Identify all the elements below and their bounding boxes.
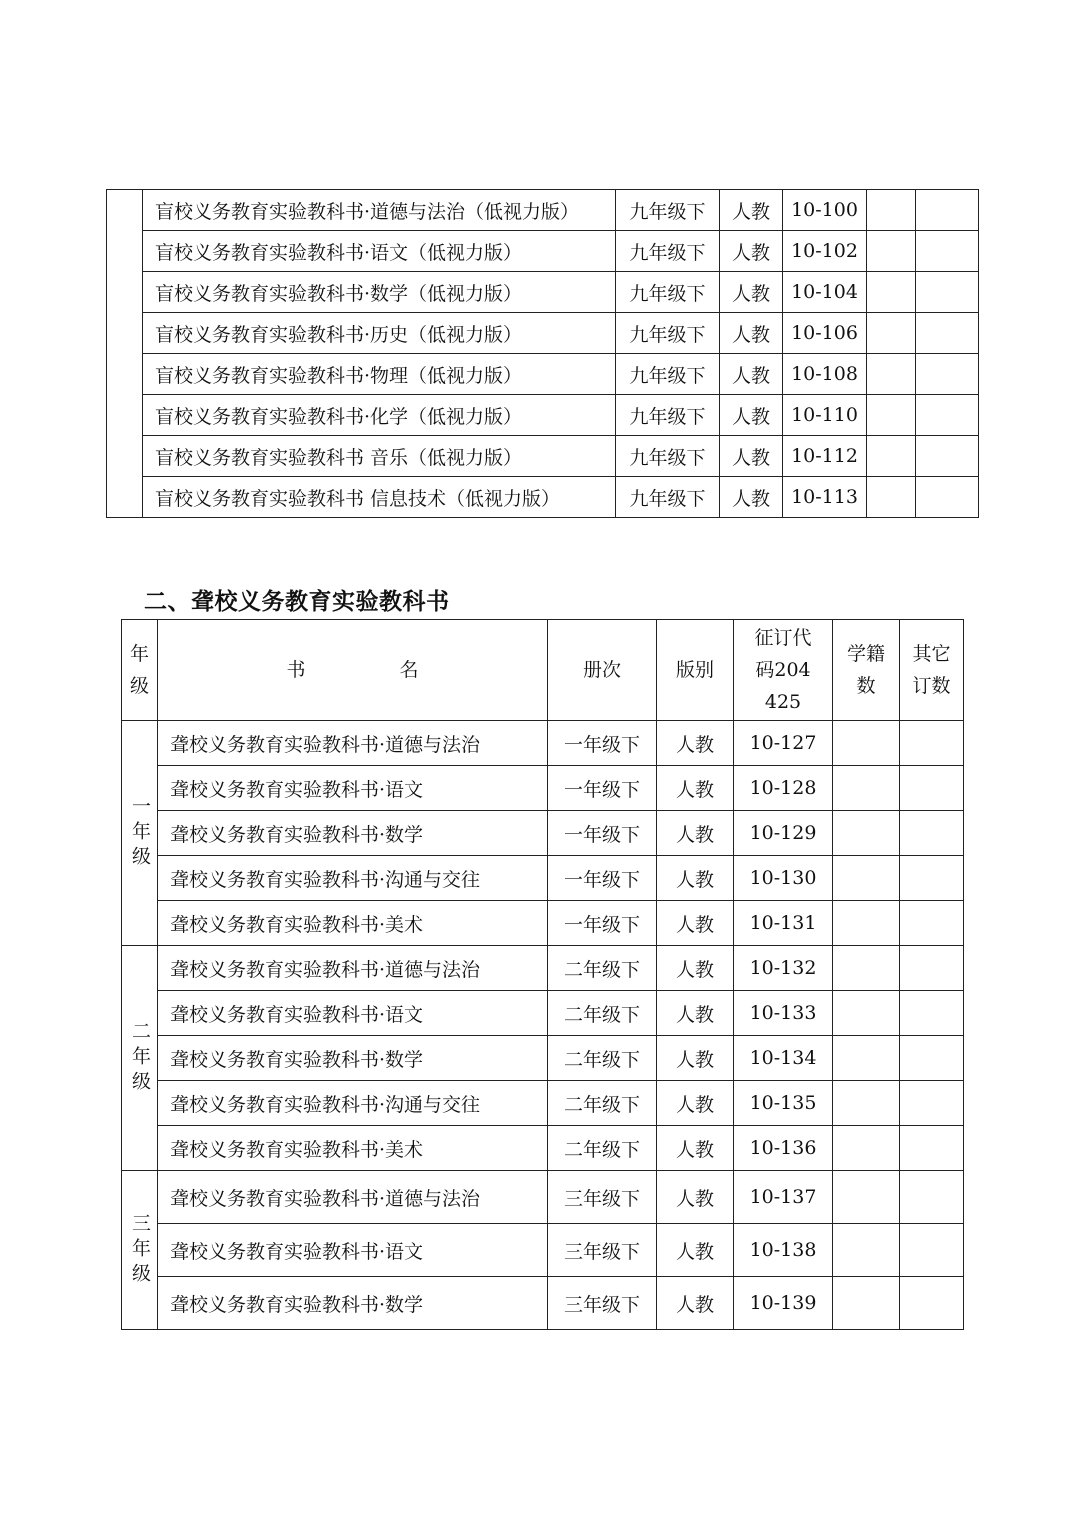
other-count-cell[interactable]: [900, 1277, 964, 1330]
book-volume: 一年级下: [548, 721, 657, 766]
book-name: 聋校义务教育实验教科书·数学: [158, 1277, 548, 1330]
book-publisher: 人教: [720, 190, 783, 231]
header-row: [122, 620, 964, 721]
other-count-cell[interactable]: [900, 1126, 964, 1171]
other-count-cell[interactable]: [916, 272, 979, 313]
table-row: [107, 436, 979, 477]
student-count-cell[interactable]: [867, 477, 916, 518]
header-grade: 年级: [122, 620, 158, 721]
book-volume: 二年级下: [548, 1126, 657, 1171]
book-code: 10-128: [734, 766, 833, 811]
table-row: [122, 766, 964, 811]
other-count-cell[interactable]: [916, 231, 979, 272]
book-name: 聋校义务教育实验教科书·语文: [158, 991, 548, 1036]
book-publisher: 人教: [657, 901, 734, 946]
other-count-cell[interactable]: [900, 721, 964, 766]
header-book-name-part2: 名: [399, 659, 419, 681]
grade-label-cell: [122, 1171, 158, 1330]
book-publisher: 人教: [657, 1081, 734, 1126]
table-row: [122, 946, 964, 991]
book-publisher: 人教: [657, 1036, 734, 1081]
other-count-cell[interactable]: [900, 991, 964, 1036]
book-name: 盲校义务教育实验教科书·道德与法治（低视力版）: [143, 190, 616, 231]
book-publisher: 人教: [657, 1126, 734, 1171]
header-student-count: 学籍数: [833, 620, 900, 721]
book-code: 10-110: [783, 395, 867, 436]
book-publisher: 人教: [657, 766, 734, 811]
table-row: [107, 477, 979, 518]
other-count-cell[interactable]: [916, 395, 979, 436]
book-code: 10-134: [734, 1036, 833, 1081]
book-code: 10-112: [783, 436, 867, 477]
book-name: 聋校义务教育实验教科书·数学: [158, 811, 548, 856]
student-count-cell[interactable]: [833, 1171, 900, 1224]
book-publisher: 人教: [657, 991, 734, 1036]
book-code: 10-127: [734, 721, 833, 766]
other-count-cell[interactable]: [900, 856, 964, 901]
book-volume: 九年级下: [616, 477, 720, 518]
student-count-cell[interactable]: [833, 1126, 900, 1171]
book-publisher: 人教: [657, 946, 734, 991]
book-volume: 二年级下: [548, 1081, 657, 1126]
table-row: [107, 231, 979, 272]
book-code: 10-129: [734, 811, 833, 856]
book-volume: 九年级下: [616, 190, 720, 231]
other-count-cell[interactable]: [916, 436, 979, 477]
book-volume: 一年级下: [548, 811, 657, 856]
book-name: 聋校义务教育实验教科书·美术: [158, 1126, 548, 1171]
book-publisher: 人教: [720, 477, 783, 518]
book-volume: 九年级下: [616, 395, 720, 436]
grade-label-cell: [122, 946, 158, 1171]
book-volume: 九年级下: [616, 313, 720, 354]
student-count-cell[interactable]: [833, 901, 900, 946]
other-count-cell[interactable]: [900, 1036, 964, 1081]
table-row: [122, 1277, 964, 1330]
book-volume: 三年级下: [548, 1171, 657, 1224]
book-code: 10-113: [783, 477, 867, 518]
grade-label-cell: [122, 721, 158, 946]
book-code: 10-135: [734, 1081, 833, 1126]
book-name: 聋校义务教育实验教科书·沟通与交往: [158, 856, 548, 901]
student-count-cell[interactable]: [867, 395, 916, 436]
book-name: 聋校义务教育实验教科书·沟通与交往: [158, 1081, 548, 1126]
other-count-cell[interactable]: [916, 477, 979, 518]
book-code: 10-104: [783, 272, 867, 313]
book-publisher: 人教: [657, 811, 734, 856]
grade-cell-empty: [107, 190, 143, 518]
student-count-cell[interactable]: [867, 231, 916, 272]
student-count-cell[interactable]: [867, 272, 916, 313]
section-title: 二、聋校义务教育实验教科书: [144, 588, 450, 615]
book-volume: 九年级下: [616, 231, 720, 272]
other-count-cell[interactable]: [900, 901, 964, 946]
student-count-cell[interactable]: [867, 190, 916, 231]
book-code: 10-133: [734, 991, 833, 1036]
table-row: [122, 1224, 964, 1277]
student-count-cell[interactable]: [833, 1081, 900, 1126]
table-row: [122, 1126, 964, 1171]
book-code: 10-137: [734, 1171, 833, 1224]
book-publisher: 人教: [720, 313, 783, 354]
book-name: 盲校义务教育实验教科书·数学（低视力版）: [143, 272, 616, 313]
table-row: [107, 272, 979, 313]
book-volume: 一年级下: [548, 856, 657, 901]
book-name: 盲校义务教育实验教科书·历史（低视力版）: [143, 313, 616, 354]
book-name: 聋校义务教育实验教科书·道德与法治: [158, 946, 548, 991]
book-publisher: 人教: [657, 1171, 734, 1224]
book-code: 10-131: [734, 901, 833, 946]
header-book-name-part1: 书: [286, 659, 306, 681]
student-count-cell[interactable]: [833, 1036, 900, 1081]
table-row: [122, 856, 964, 901]
book-volume: 九年级下: [616, 436, 720, 477]
student-count-cell[interactable]: [833, 811, 900, 856]
book-name: 聋校义务教育实验教科书·道德与法治: [158, 1171, 548, 1224]
table-row: [122, 811, 964, 856]
book-publisher: 人教: [720, 354, 783, 395]
book-name: 聋校义务教育实验教科书·语文: [158, 766, 548, 811]
grade-label: 一年级: [129, 795, 151, 871]
book-name: 盲校义务教育实验教科书 信息技术（低视力版）: [143, 477, 616, 518]
other-count-cell[interactable]: [900, 1081, 964, 1126]
other-count-cell[interactable]: [900, 1224, 964, 1277]
book-volume: 九年级下: [616, 272, 720, 313]
header-book-name: [158, 620, 548, 721]
table-row: [122, 991, 964, 1036]
header-code: 征订代码204425: [734, 620, 833, 721]
grade-label: 二年级: [129, 1020, 151, 1096]
table-row: [122, 1081, 964, 1126]
other-count-cell[interactable]: [900, 766, 964, 811]
book-volume: 三年级下: [548, 1224, 657, 1277]
table-row: [122, 721, 964, 766]
student-count-cell[interactable]: [833, 721, 900, 766]
student-count-cell[interactable]: [833, 946, 900, 991]
book-volume: 二年级下: [548, 1036, 657, 1081]
book-code: 10-100: [783, 190, 867, 231]
book-publisher: 人教: [657, 1224, 734, 1277]
table-row: [122, 1171, 964, 1224]
book-name: 盲校义务教育实验教科书 音乐（低视力版）: [143, 436, 616, 477]
book-code: 10-138: [734, 1224, 833, 1277]
table-row: [107, 190, 979, 231]
book-publisher: 人教: [720, 231, 783, 272]
other-count-cell[interactable]: [916, 354, 979, 395]
student-count-cell[interactable]: [867, 354, 916, 395]
book-name: 聋校义务教育实验教科书·美术: [158, 901, 548, 946]
book-volume: 二年级下: [548, 991, 657, 1036]
other-count-cell[interactable]: [900, 946, 964, 991]
book-publisher: 人教: [657, 856, 734, 901]
book-name: 盲校义务教育实验教科书·物理（低视力版）: [143, 354, 616, 395]
blind-school-table: [106, 189, 979, 518]
book-code: 10-132: [734, 946, 833, 991]
student-count-cell[interactable]: [867, 436, 916, 477]
book-volume: 三年级下: [548, 1277, 657, 1330]
table-row: [122, 901, 964, 946]
book-code: 10-136: [734, 1126, 833, 1171]
book-volume: 二年级下: [548, 946, 657, 991]
student-count-cell[interactable]: [867, 313, 916, 354]
book-code: 10-139: [734, 1277, 833, 1330]
header-volume: 册次: [548, 620, 657, 721]
book-volume: 九年级下: [616, 354, 720, 395]
book-code: 10-102: [783, 231, 867, 272]
header-publisher: 版别: [657, 620, 734, 721]
student-count-cell[interactable]: [833, 766, 900, 811]
book-publisher: 人教: [720, 436, 783, 477]
other-count-cell[interactable]: [916, 190, 979, 231]
other-count-cell[interactable]: [900, 1171, 964, 1224]
book-publisher: 人教: [720, 272, 783, 313]
student-count-cell[interactable]: [833, 856, 900, 901]
student-count-cell[interactable]: [833, 1224, 900, 1277]
student-count-cell[interactable]: [833, 991, 900, 1036]
book-code: 10-130: [734, 856, 833, 901]
book-publisher: 人教: [657, 721, 734, 766]
book-name: 盲校义务教育实验教科书·化学（低视力版）: [143, 395, 616, 436]
book-code: 10-108: [783, 354, 867, 395]
book-name: 聋校义务教育实验教科书·数学: [158, 1036, 548, 1081]
other-count-cell[interactable]: [900, 811, 964, 856]
table-row: [107, 313, 979, 354]
book-publisher: 人教: [657, 1277, 734, 1330]
book-code: 10-106: [783, 313, 867, 354]
grade-label: 三年级: [129, 1212, 151, 1288]
book-name: 聋校义务教育实验教科书·道德与法治: [158, 721, 548, 766]
table-row: [122, 1036, 964, 1081]
book-publisher: 人教: [720, 395, 783, 436]
table-row: [107, 354, 979, 395]
book-volume: 一年级下: [548, 766, 657, 811]
deaf-school-table: [121, 619, 964, 1330]
book-name: 盲校义务教育实验教科书·语文（低视力版）: [143, 231, 616, 272]
table-row: [107, 395, 979, 436]
other-count-cell[interactable]: [916, 313, 979, 354]
book-volume: 一年级下: [548, 901, 657, 946]
header-other-count: 其它订数: [900, 620, 964, 721]
student-count-cell[interactable]: [833, 1277, 900, 1330]
book-name: 聋校义务教育实验教科书·语文: [158, 1224, 548, 1277]
